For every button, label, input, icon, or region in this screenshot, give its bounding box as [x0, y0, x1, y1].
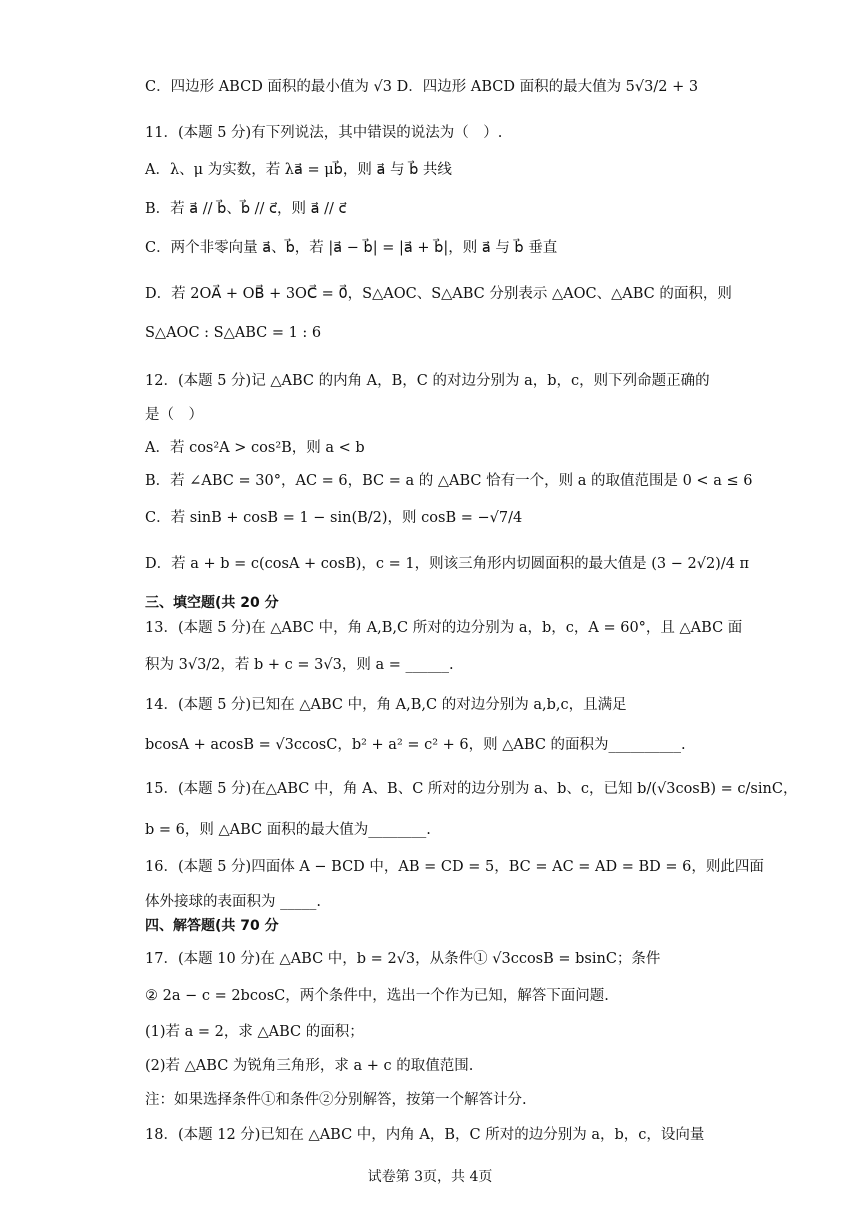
- text-line: (2)若 △ABC 为锐角三角形，求 a + c 的取值范围.: [145, 1058, 474, 1074]
- text-line: D．若 a + b = c(cosA + cosB)，c = 1，则该三角形内切圆面积的最大值是 (3 − 2√2)/4 π: [145, 556, 750, 572]
- text-line: C．两个非零向量 a⃗、b⃗，若 |a⃗ − b⃗| = |a⃗ + b⃗|，则 a⃗ 与 b⃗ 垂直: [145, 240, 558, 256]
- text-line: A．若 cos²A > cos²B，则 a < b: [145, 440, 365, 456]
- text-line: bcosA + acosB = √3ccosC，b² + a² = c² + 6，则 △ABC 的面积为__________.: [145, 737, 686, 753]
- text-line: 12．(本题 5 分)记 △ABC 的内角 A，B，C 的对边分别为 a，b，c，则下列命题正确的: [145, 373, 710, 389]
- text-line: 13．(本题 5 分)在 △ABC 中，角 A,B,C 所对的边分别为 a，b，c，A = 60°，且 △ABC 面: [145, 620, 743, 636]
- text-line: 14．(本题 5 分)已知在 △ABC 中，角 A,B,C 的对边分别为 a,b,c，且满足: [145, 697, 627, 713]
- text-line: 体外接球的表面积为 _____.: [145, 894, 321, 910]
- text-line: 注：如果选择条件①和条件②分别解答，按第一个解答计分.: [145, 1092, 527, 1108]
- text-line: 11．(本题 5 分)有下列说法，其中错误的说法为（ ）.: [145, 125, 503, 141]
- text-line: 积为 3√3/2，若 b + c = 3√3，则 a = ______.: [145, 657, 454, 673]
- text-line: ② 2a − c = 2bcosC，两个条件中，选出一个作为已知，解答下面问题.: [145, 988, 609, 1004]
- text-line: 16．(本题 5 分)四面体 A − BCD 中，AB = CD = 5，BC = AC = AD = BD = 6，则此四面: [145, 859, 764, 875]
- text-line: B．若 ∠ABC = 30°，AC = 6，BC = a 的 △ABC 恰有一个，则 a 的取值范围是 0 < a ≤ 6: [145, 473, 753, 489]
- section-heading: 四、解答题(共 70 分: [145, 918, 279, 934]
- text-line: 18．(本题 12 分)已知在 △ABC 中，内角 A，B，C 所对的边分别为 a，b，c，设向量: [145, 1127, 705, 1143]
- section-heading: 三、填空题(共 20 分: [145, 595, 279, 611]
- text-line: b = 6，则 △ABC 面积的最大值为________.: [145, 822, 431, 838]
- text-line: 是（ ）: [145, 407, 203, 423]
- text-line: A．λ、μ 为实数，若 λa⃗ = μb⃗，则 a⃗ 与 b⃗ 共线: [145, 162, 452, 178]
- text-line: S△AOC : S△ABC = 1 : 6: [145, 325, 322, 341]
- text-line: B．若 a⃗ // b⃗、b⃗ // c⃗，则 a⃗ // c⃗: [145, 201, 347, 217]
- text-line: 15．(本题 5 分)在△ABC 中，角 A、B、C 所对的边分别为 a、b、c，已知 b/(√3cosB) = c/sinC，: [145, 781, 798, 797]
- text-line: 17．(本题 10 分)在 △ABC 中，b = 2√3，从条件① √3ccosB = bsinC；条件: [145, 951, 661, 967]
- text-line: (1)若 a = 2，求 △ABC 的面积；: [145, 1024, 364, 1040]
- text-line: C．四边形 ABCD 面积的最小值为 √3 D．四边形 ABCD 面积的最大值为 5√3/2 + 3: [145, 79, 699, 95]
- page-footer: 试卷第 3页，共 4页: [367, 1169, 493, 1185]
- text-line: D．若 2OA⃗ + OB⃗ + 3OC⃗ = 0⃗，S△AOC、S△ABC 分别表示 △AOC、△ABC 的面积，则: [145, 286, 732, 302]
- text-line: C．若 sinB + cosB = 1 − sin(B/2)，则 cosB = −√7/4: [145, 510, 523, 526]
